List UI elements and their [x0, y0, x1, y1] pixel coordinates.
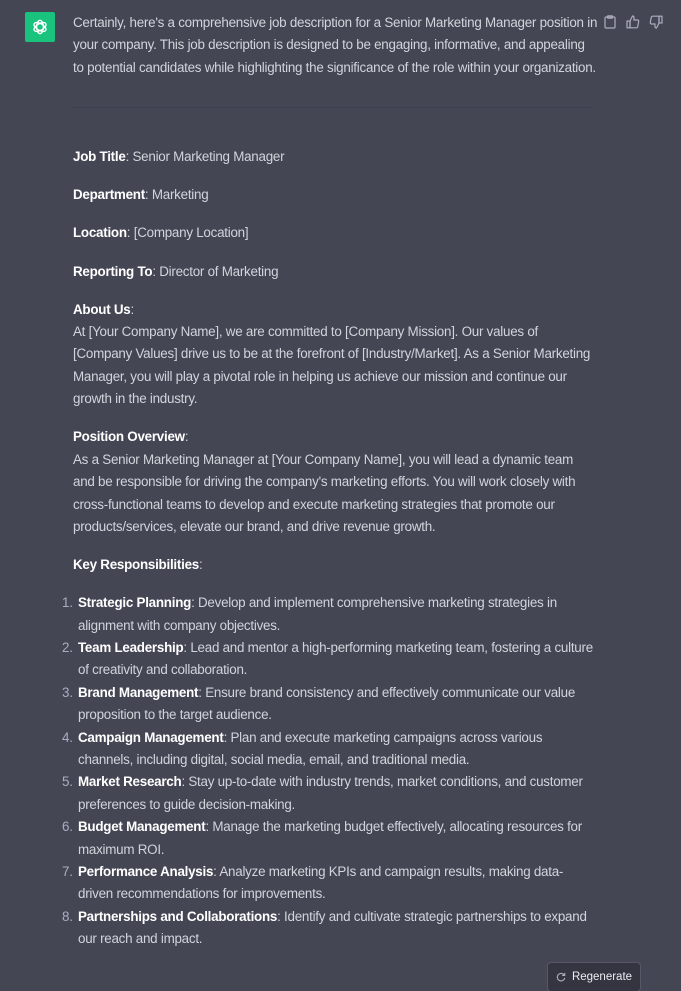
- item-title: Campaign Management: [78, 729, 224, 745]
- key-responsibilities-heading: [73, 554, 598, 576]
- list-item: [62, 637, 598, 682]
- item-title: Brand Management: [78, 684, 199, 700]
- item-title: Team Leadership: [78, 639, 184, 655]
- list-item: [62, 861, 598, 906]
- list-item: [62, 816, 598, 861]
- field-value: : Director of Marketing: [152, 263, 279, 279]
- field-reporting-to: [73, 261, 598, 283]
- regenerate-label: Regenerate: [571, 971, 633, 983]
- clipboard-icon: [604, 15, 616, 29]
- position-overview-text: As a Senior Marketing Manager at [Your Company Name], you will lead a dynamic team and be responsible for driving the company's marketing efforts. You will work closely with cross-functional teams to develop and execute marketing strategies that promote our products/services, elevate our brand, and drive revenue growth.: [73, 451, 576, 534]
- list-item: [62, 906, 598, 951]
- list-item: [62, 592, 598, 637]
- field-department: [73, 184, 598, 206]
- item-text: : Stay up-to-date with industry trends, market conditions, and customer preferences to guide decision-making.: [78, 774, 583, 812]
- list-number: 6.: [62, 819, 73, 835]
- item-title: Budget Management: [78, 819, 206, 835]
- item-text: : Ensure brand consistency and effectively communicate our value proposition to the target audience.: [78, 684, 576, 723]
- list-number: 5.: [62, 774, 73, 790]
- thumbs-up-button[interactable]: [626, 14, 640, 30]
- section-heading: Position Overview: [73, 429, 185, 445]
- item-title: Performance Analysis: [78, 864, 214, 879]
- copy-button[interactable]: [603, 14, 617, 30]
- field-label: Department: [73, 187, 145, 203]
- section-heading: About Us: [73, 301, 131, 317]
- intro-paragraph: Certainly, here's a comprehensive job description for a Senior Marketing Manager position in your company. This job description is designed to be engaging, informative, and appealing to potential candidates while highlighting the significance of the role within your organization.: [73, 15, 598, 75]
- list-item: [62, 682, 598, 727]
- about-us-section: [73, 299, 598, 411]
- field-value: : Marketing: [144, 187, 209, 203]
- list-item: [62, 771, 598, 816]
- field-job-title: [73, 146, 598, 168]
- message-actions: [603, 14, 663, 30]
- item-text: : Lead and mentor a high-performing marketing team, fostering a culture of creativity and collaboration.: [78, 639, 593, 678]
- item-text: : Develop and implement comprehensive marketing strategies in alignment with company objectives.: [78, 595, 557, 633]
- refresh-icon: [556, 972, 566, 982]
- openai-logo-icon: [30, 17, 50, 37]
- field-label: Job Title: [73, 149, 126, 165]
- thumbs-down-button[interactable]: [649, 14, 663, 30]
- heading-colon: :: [184, 429, 189, 445]
- assistant-avatar: [25, 12, 55, 42]
- thumbs-down-icon: [649, 15, 663, 29]
- divider: [73, 107, 593, 108]
- list-number: 1.: [62, 595, 73, 611]
- list-item: [62, 727, 598, 772]
- item-text: : Manage the marketing budget effectively, allocating resources for maximum ROI.: [78, 819, 582, 857]
- message-content: [62, 12, 598, 951]
- responsibilities-list: [62, 592, 598, 951]
- heading-colon: :: [130, 301, 134, 317]
- field-label: Reporting To: [73, 263, 153, 279]
- field-value: : [Company Location]: [126, 225, 249, 241]
- list-number: 7.: [62, 864, 73, 879]
- list-number: 3.: [62, 684, 73, 700]
- heading-colon: :: [198, 557, 203, 573]
- item-title: Market Research: [78, 774, 182, 790]
- item-title: Partnerships and Collaborations: [78, 908, 278, 924]
- field-label: Location: [73, 225, 127, 241]
- list-number: 8.: [62, 908, 73, 924]
- field-value: : Senior Marketing Manager: [125, 149, 285, 165]
- field-location: [73, 222, 598, 244]
- item-text: : Plan and execute marketing campaigns across various channels, including digital, social media, email, and traditional media.: [78, 729, 543, 767]
- item-text: : Identify and cultivate strategic partnerships to expand our reach and impact.: [78, 908, 587, 947]
- about-us-text: At [Your Company Name], we are committed to [Company Mission]. Our values of [Company Values] drive us to be at the forefront of [Industry/Market]. As a Senior Marketing Manager, you will play a pivotal role in helping us achieve our mission and continue our growth in the industry.: [73, 324, 591, 407]
- section-heading: Key Responsibilities: [73, 557, 199, 573]
- item-text: : Analyze marketing KPIs and campaign results, making data-driven recommendations for improvements.: [78, 864, 564, 902]
- list-number: 2.: [62, 639, 73, 655]
- item-title: Strategic Planning: [78, 595, 192, 611]
- list-number: 4.: [62, 729, 73, 745]
- position-overview-section: [73, 426, 598, 538]
- thumbs-up-icon: [626, 15, 640, 29]
- regenerate-button[interactable]: [547, 962, 641, 991]
